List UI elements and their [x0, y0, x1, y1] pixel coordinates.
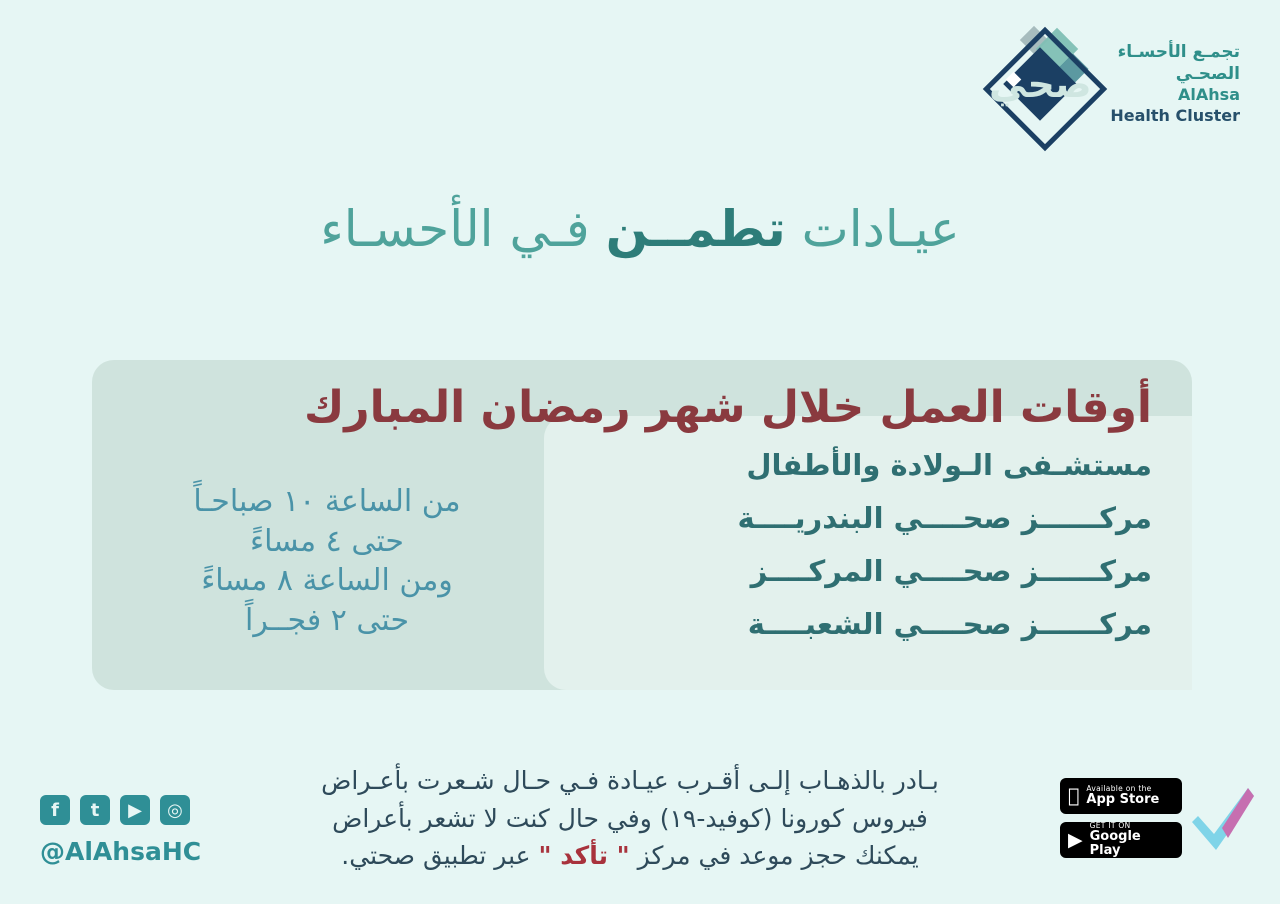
tawakkalna-logo [1192, 782, 1254, 856]
hours-line: من الساعة ١٠ صباحـاً [193, 484, 461, 519]
googleplay-badge[interactable] [1060, 822, 1182, 858]
apple-icon [1068, 787, 1079, 806]
card-title: أوقات العمل خلال شهر رمضان المبارك [303, 382, 1152, 433]
youtube-icon[interactable]: ▶ [120, 795, 150, 825]
appstore-big-label: App Store [1075, 791, 1148, 807]
footer-line-2: فيروس كورونا (كوفيد-١٩) وفي حال كنت لا تشعر بأعراض [332, 803, 928, 833]
facebook-icon[interactable]: f [40, 795, 70, 825]
footer-line-1: بـادر بالذهـاب إلـى أقـرب عيـادة فـي حـال شـعرت بأعـراض [321, 766, 939, 795]
hours-line: حتى ٢ فجــراً [245, 602, 409, 638]
app-store-badges [1060, 778, 1182, 858]
googleplay-labels [1090, 822, 1174, 859]
logo-arabic-line1: تجمـع الأحسـاء [1117, 41, 1240, 62]
appstore-small-label: Available on the [1075, 783, 1141, 793]
appstore-labels [1075, 783, 1159, 808]
clinic-list [572, 448, 1152, 660]
googleplay-big-label: Google Play [1089, 828, 1141, 859]
headline-bold: تطمــن [605, 200, 786, 258]
logo-arabic-glyph: صحي [989, 62, 1092, 106]
twitter-icon[interactable]: t [80, 795, 110, 825]
working-hours-block [162, 482, 492, 640]
google-play-icon: ▶ [1068, 828, 1083, 851]
logo-english-line2: Health Cluster [1110, 105, 1240, 125]
googleplay-small-label: GET IT ON [1089, 820, 1131, 830]
tawakkalna-check-icon [1192, 782, 1254, 856]
logo-diamond-mark [984, 28, 1096, 140]
social-icons [40, 795, 280, 825]
social-handle: @AlAhsaHC [40, 837, 202, 866]
instagram-icon[interactable]: ◎ [160, 795, 190, 825]
brand-logo [984, 28, 1240, 140]
list-item: مستشـفى الـولادة والأطفال [746, 448, 1152, 482]
headline-prefix: عيـادات [785, 200, 960, 258]
list-item: مركــــــز صحــــي البندريــــة [737, 501, 1152, 535]
footer-line-3 [270, 837, 990, 875]
headline-suffix: فـي الأحسـاء [320, 200, 606, 258]
footer-line3-end: عبر تطبيق صحتي. [341, 841, 539, 870]
working-hours-card [92, 360, 1192, 690]
hours-line: حتى ٤ مساءً [250, 523, 404, 559]
social-block [40, 795, 280, 866]
logo-text-block [1110, 42, 1240, 126]
list-item: مركــــــز صحــــي الشعبــــة [747, 607, 1152, 641]
footer-advisory-text [270, 762, 990, 875]
footer-highlight-tawakkalna: " تأكد " [538, 841, 630, 870]
page-title [0, 200, 1280, 258]
appstore-badge[interactable] [1060, 778, 1182, 814]
footer-line3-start: يمكنك حجز موعد في مركز [629, 841, 919, 870]
logo-english-line1: AlAhsa [1178, 85, 1240, 105]
list-item: مركــــــز صحــــي المركــــز [750, 554, 1152, 588]
logo-arabic-line2: الصحـي [1175, 63, 1240, 84]
hours-line: ومن الساعة ٨ مساءً [201, 563, 453, 599]
